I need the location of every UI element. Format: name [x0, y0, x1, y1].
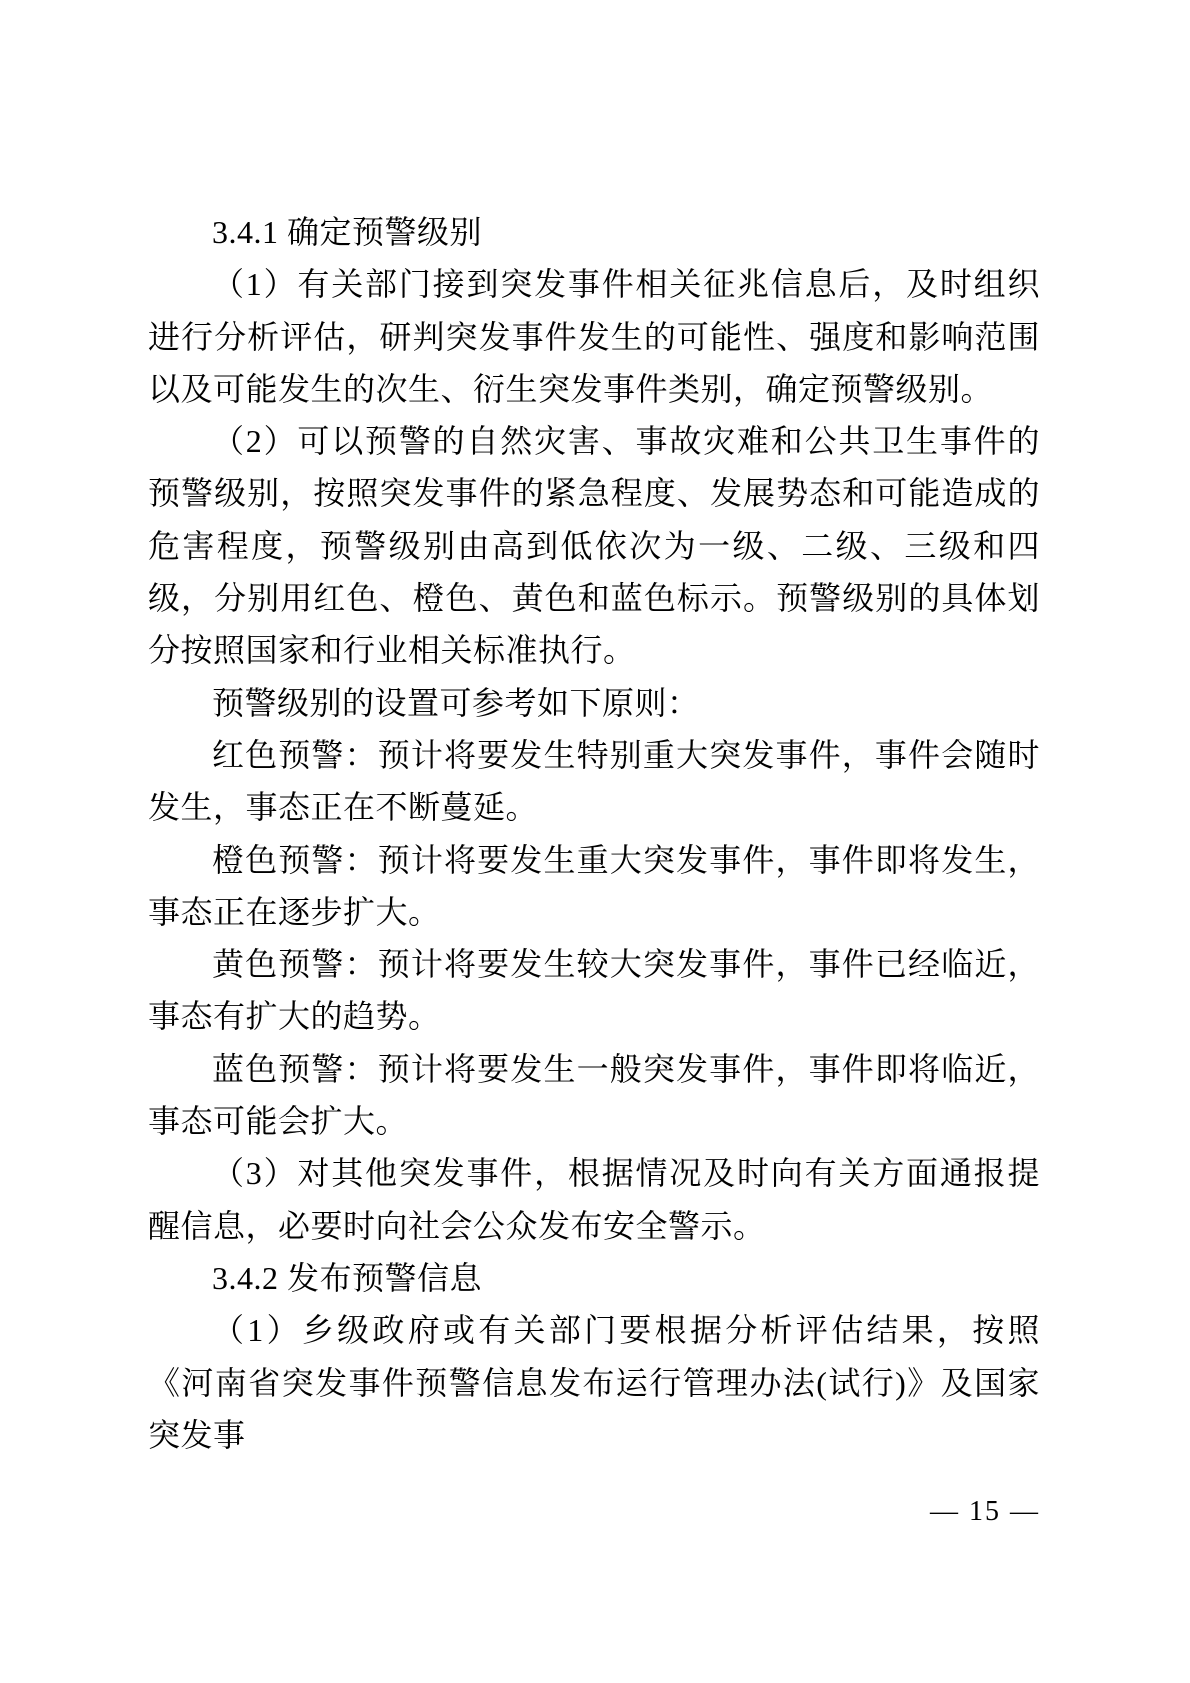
paragraph-orange-warning: 橙色预警：预计将要发生重大突发事件，事件即将发生，事态正在逐步扩大。 [148, 841, 1040, 930]
section-heading: 3.4.1 确定预警级别 [212, 214, 483, 250]
paragraph-red-warning: 红色预警：预计将要发生特别重大突发事件，事件会随时发生，事态正在不断蔓延。 [148, 736, 1040, 826]
paragraph-yellow-warning: 黄色预警：预计将要发生较大突发事件，事件已经临近，事态有扩大的趋势。 [148, 946, 1040, 1035]
section-heading: 3.4.2 发布预警信息 [212, 1259, 483, 1296]
paragraph: 预警级别的设置可参考如下原则： [212, 684, 700, 721]
document-body [148, 206, 1040, 1461]
paragraph: （2）可以预警的自然灾害、事故灾难和公共卫生事件的预警级别，按照突发事件的紧急程度、发展势态和可能造成的危害程度，预警级别由高到低依次为一级、二级、三级和四级，分别用红色、橙色、黄色和蓝色标示。预警级别的具体划分按照国家和行业相关标准执行。 [148, 423, 1040, 669]
paragraph: （3）对其他突发事件，根据情况及时向有关方面通报提醒信息，必要时向社会公众发布安全警示。 [148, 1155, 1040, 1244]
paragraph: （1）乡级政府或有关部门要根据分析评估结果，按照《河南省突发事件预警信息发布运行管理办法(试行)》及国家突发事 [148, 1312, 1040, 1453]
page-number: — 15 — [930, 1496, 1040, 1527]
paragraph: （1）有关部门接到突发事件相关征兆信息后，及时组织进行分析评估，研判突发事件发生的可能性、强度和影响范围以及可能发生的次生、衍生突发事件类别，确定预警级别。 [148, 266, 1040, 407]
paragraph-blue-warning: 蓝色预警：预计将要发生一般突发事件，事件即将临近，事态可能会扩大。 [148, 1050, 1040, 1140]
